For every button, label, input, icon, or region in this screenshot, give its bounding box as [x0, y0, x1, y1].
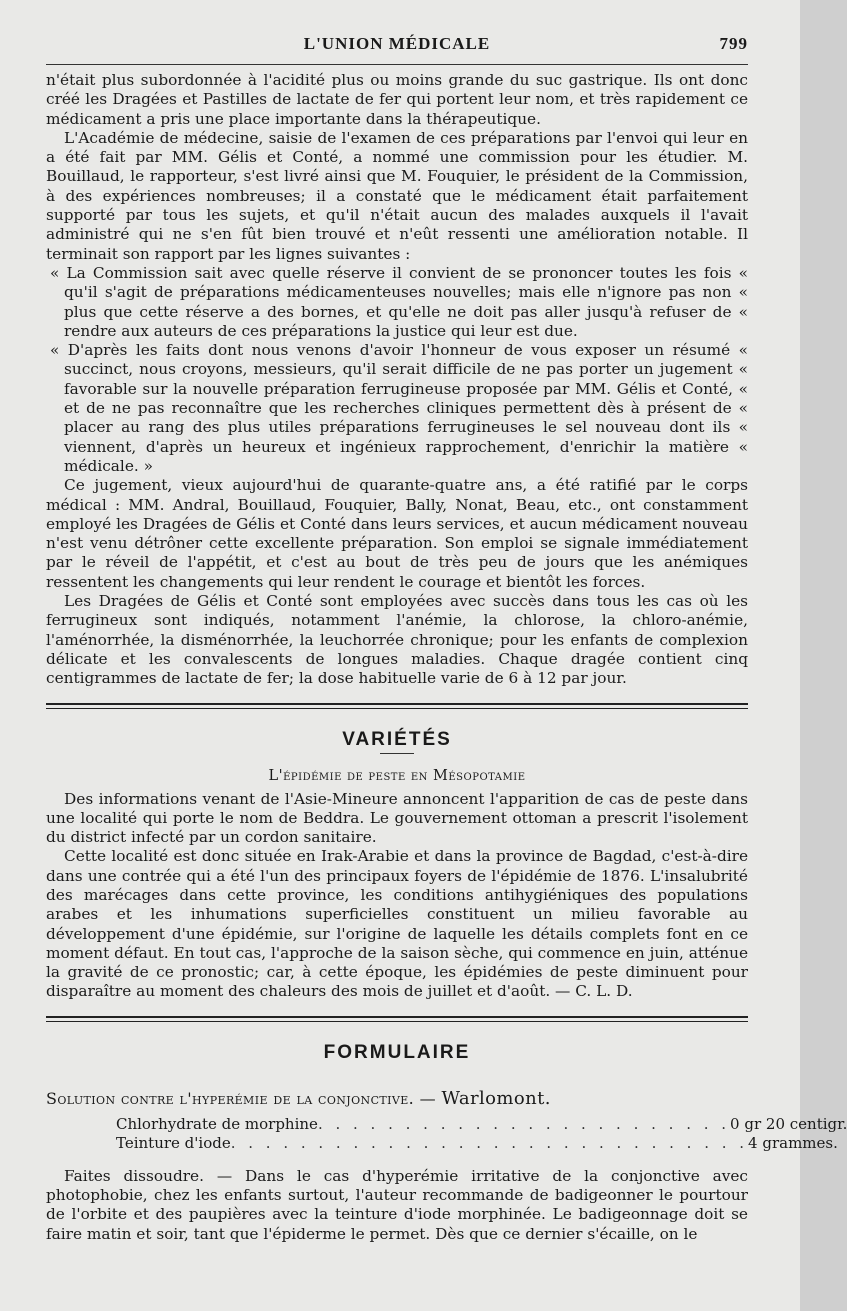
section-divider — [46, 703, 748, 709]
formula-instructions: Faites dissoudre. — Dans le cas d'hyperémie irritative de la conjonctive avec photophobie, chez les enfants surtout, l'auteur recommande de badigeonner le pourtour de l'orbite et des paupières avec la teinture d'iode morphinée. Le badigeonnage doit se faire matin et soir, tant que l'épiderme le permet. Dès que ce dernier s'écaille, on le — [46, 1166, 748, 1243]
leader-dots: . . . . . . . . . . . . . . . . . . . . . . . . — [317, 1114, 731, 1133]
varietes-section — [46, 729, 748, 1002]
title-underline — [380, 753, 414, 754]
quote-paragraph: « La Commission sait avec quelle réserve il convient de se prononcer toutes les fois « qu'il s'agit de préparations médicamenteuses nouvelles; mais elle n'ignore pas non « plus que cette réserve a des bornes, et qu'elle ne doit pas aller jusqu'à refuser de « rendre aux auteurs de ces préparations la justice qui leur est due. — [50, 263, 748, 340]
article-paragraph: Cette localité est donc située en Irak-Arabie et dans la province de Bagdad, c'est-à-dire dans une contrée qui a été l'un des principaux foyers de l'épidémie de 1876. L'insalubrité des marécages dans cette province, les conditions antihygiéniques des populations arabes et les inhumations superficielles constituent un milieu favorable au développement d'une épidémie, sur l'origine de laquelle les détails complets font en ce moment défaut. En tout cas, l'approche de la saison sèche, qui commence en juin, atténue la gravité de ce pronostic; car, à cette époque, les épidémies de peste diminuent pour disparaître au moment des chaleurs des mois de juillet et d'août. — C. L. D. — [46, 847, 748, 1001]
formulaire-section — [46, 1041, 847, 1244]
quote-paragraph: « D'après les faits dont nous venons d'avoir l'honneur de vous exposer un résumé « succinct, nous croyons, messieurs, qu'il serait difficile de ne pas porter un jugement « favorable sur la nouvelle préparation ferrugineuse proposée par MM. Gélis et Conté, « et de ne pas reconnaître que les recherches cliniques permettent dès à présent de « placer au rang des plus utiles préparations ferrugineuses le sel nouveau dont ils « viennent, d'après un heureux et ingénieux rapprochement, d'enrichir la matière « médicale. » — [50, 341, 748, 475]
ingredient-quantity: 4 grammes. — [748, 1133, 838, 1152]
section-title: FORMULAIRE — [323, 1041, 471, 1063]
running-header — [46, 30, 748, 64]
article-subtitle: L'épidémie de peste en Mésopotamie — [268, 767, 526, 784]
formula-title: Solution contre l'hyperémie de la conjonctive. — — [46, 1088, 437, 1108]
commission-quote — [46, 264, 748, 476]
formula-author: Warlomont. — [441, 1087, 551, 1109]
ingredient-name: Chlorhydrate de morphine — [116, 1114, 318, 1133]
article-paragraph: Les Dragées de Gélis et Conté sont employées avec succès dans tous les cas où les ferrugineux sont indiqués, notamment l'anémie, la chlorose, la chloro-anémie, l'aménorrhée, la disménorrhée, la leuchorrée chronique; pour les enfants de complexion délicate et les convalescents de longues maladies. Chaque dragée contient cinq centigrammes de lactate de fer; la dose habituelle varie de 6 à 12 par jour. — [46, 592, 748, 688]
section-title: VARIÉTÉS — [342, 728, 452, 750]
section-divider — [46, 1016, 748, 1022]
ingredient-row — [46, 1114, 847, 1134]
ingredient-row — [46, 1133, 838, 1153]
gelis-conte-article — [46, 71, 748, 689]
ingredient-name: Teinture d'iode — [116, 1133, 231, 1152]
page-number: 799 — [719, 34, 748, 53]
article-paragraph: Des informations venant de l'Asie-Mineure annoncent l'apparition de cas de peste dans une localité qui porte le nom de Beddra. Le gouvernement ottoman a prescrit l'isolement du district infecté par un cordon sanitaire. — [46, 789, 748, 847]
formula-heading — [46, 1088, 748, 1109]
article-paragraph: Ce jugement, vieux aujourd'hui de quarante-quatre ans, a été ratifié par le corps médical : MM. Andral, Bouillaud, Fouquier, Bally, Nonat, Beau, etc., ont constamment employé les Dragées de Gélis et Conté dans leurs services, et aucun médicament nouveau n'est venu détrôner cette excellente préparation. Son emploi se signale immédiatement par le réveil de l'appétit, et c'est au bout de très peu de jours que les anémiques ressentent les changements qui leur rendent le courage et bientôt les forces. — [46, 476, 748, 591]
article-paragraph: n'était plus subordonnée à l'acidité plus ou moins grande du suc gastrique. Ils ont donc créé les Dragées et Pastilles de lactate de fer qui portent leur nom, et très rapidement ce médicament a pris une place importante dans la thérapeutique. — [46, 71, 748, 128]
article-paragraph: L'Académie de médecine, saisie de l'examen de ces préparations par l'envoi qui leur en a été fait par MM. Gélis et Conté, a nommé une commission pour les étudier. M. Bouillaud, le rapporteur, s'est livré ainsi que M. Fouquier, le président de la Commission, à des expériences nombreuses; il a constaté que le médicament était parfaitement supporté par tous les sujets, et qu'il n'était aucun des malades auxquels il l'avait administré qui ne s'en fût bien trouvé et n'eût ressenti une amélioration notable. Il terminait son rapport par les lignes suivantes : — [46, 128, 748, 263]
ingredient-quantity: 0 gr 20 centigr. — [730, 1114, 847, 1133]
leader-dots: . . . . . . . . . . . . . . . . . . . . . . . . . . . . . . — [230, 1133, 749, 1152]
journal-title: L'UNION MÉDICALE — [303, 34, 491, 53]
